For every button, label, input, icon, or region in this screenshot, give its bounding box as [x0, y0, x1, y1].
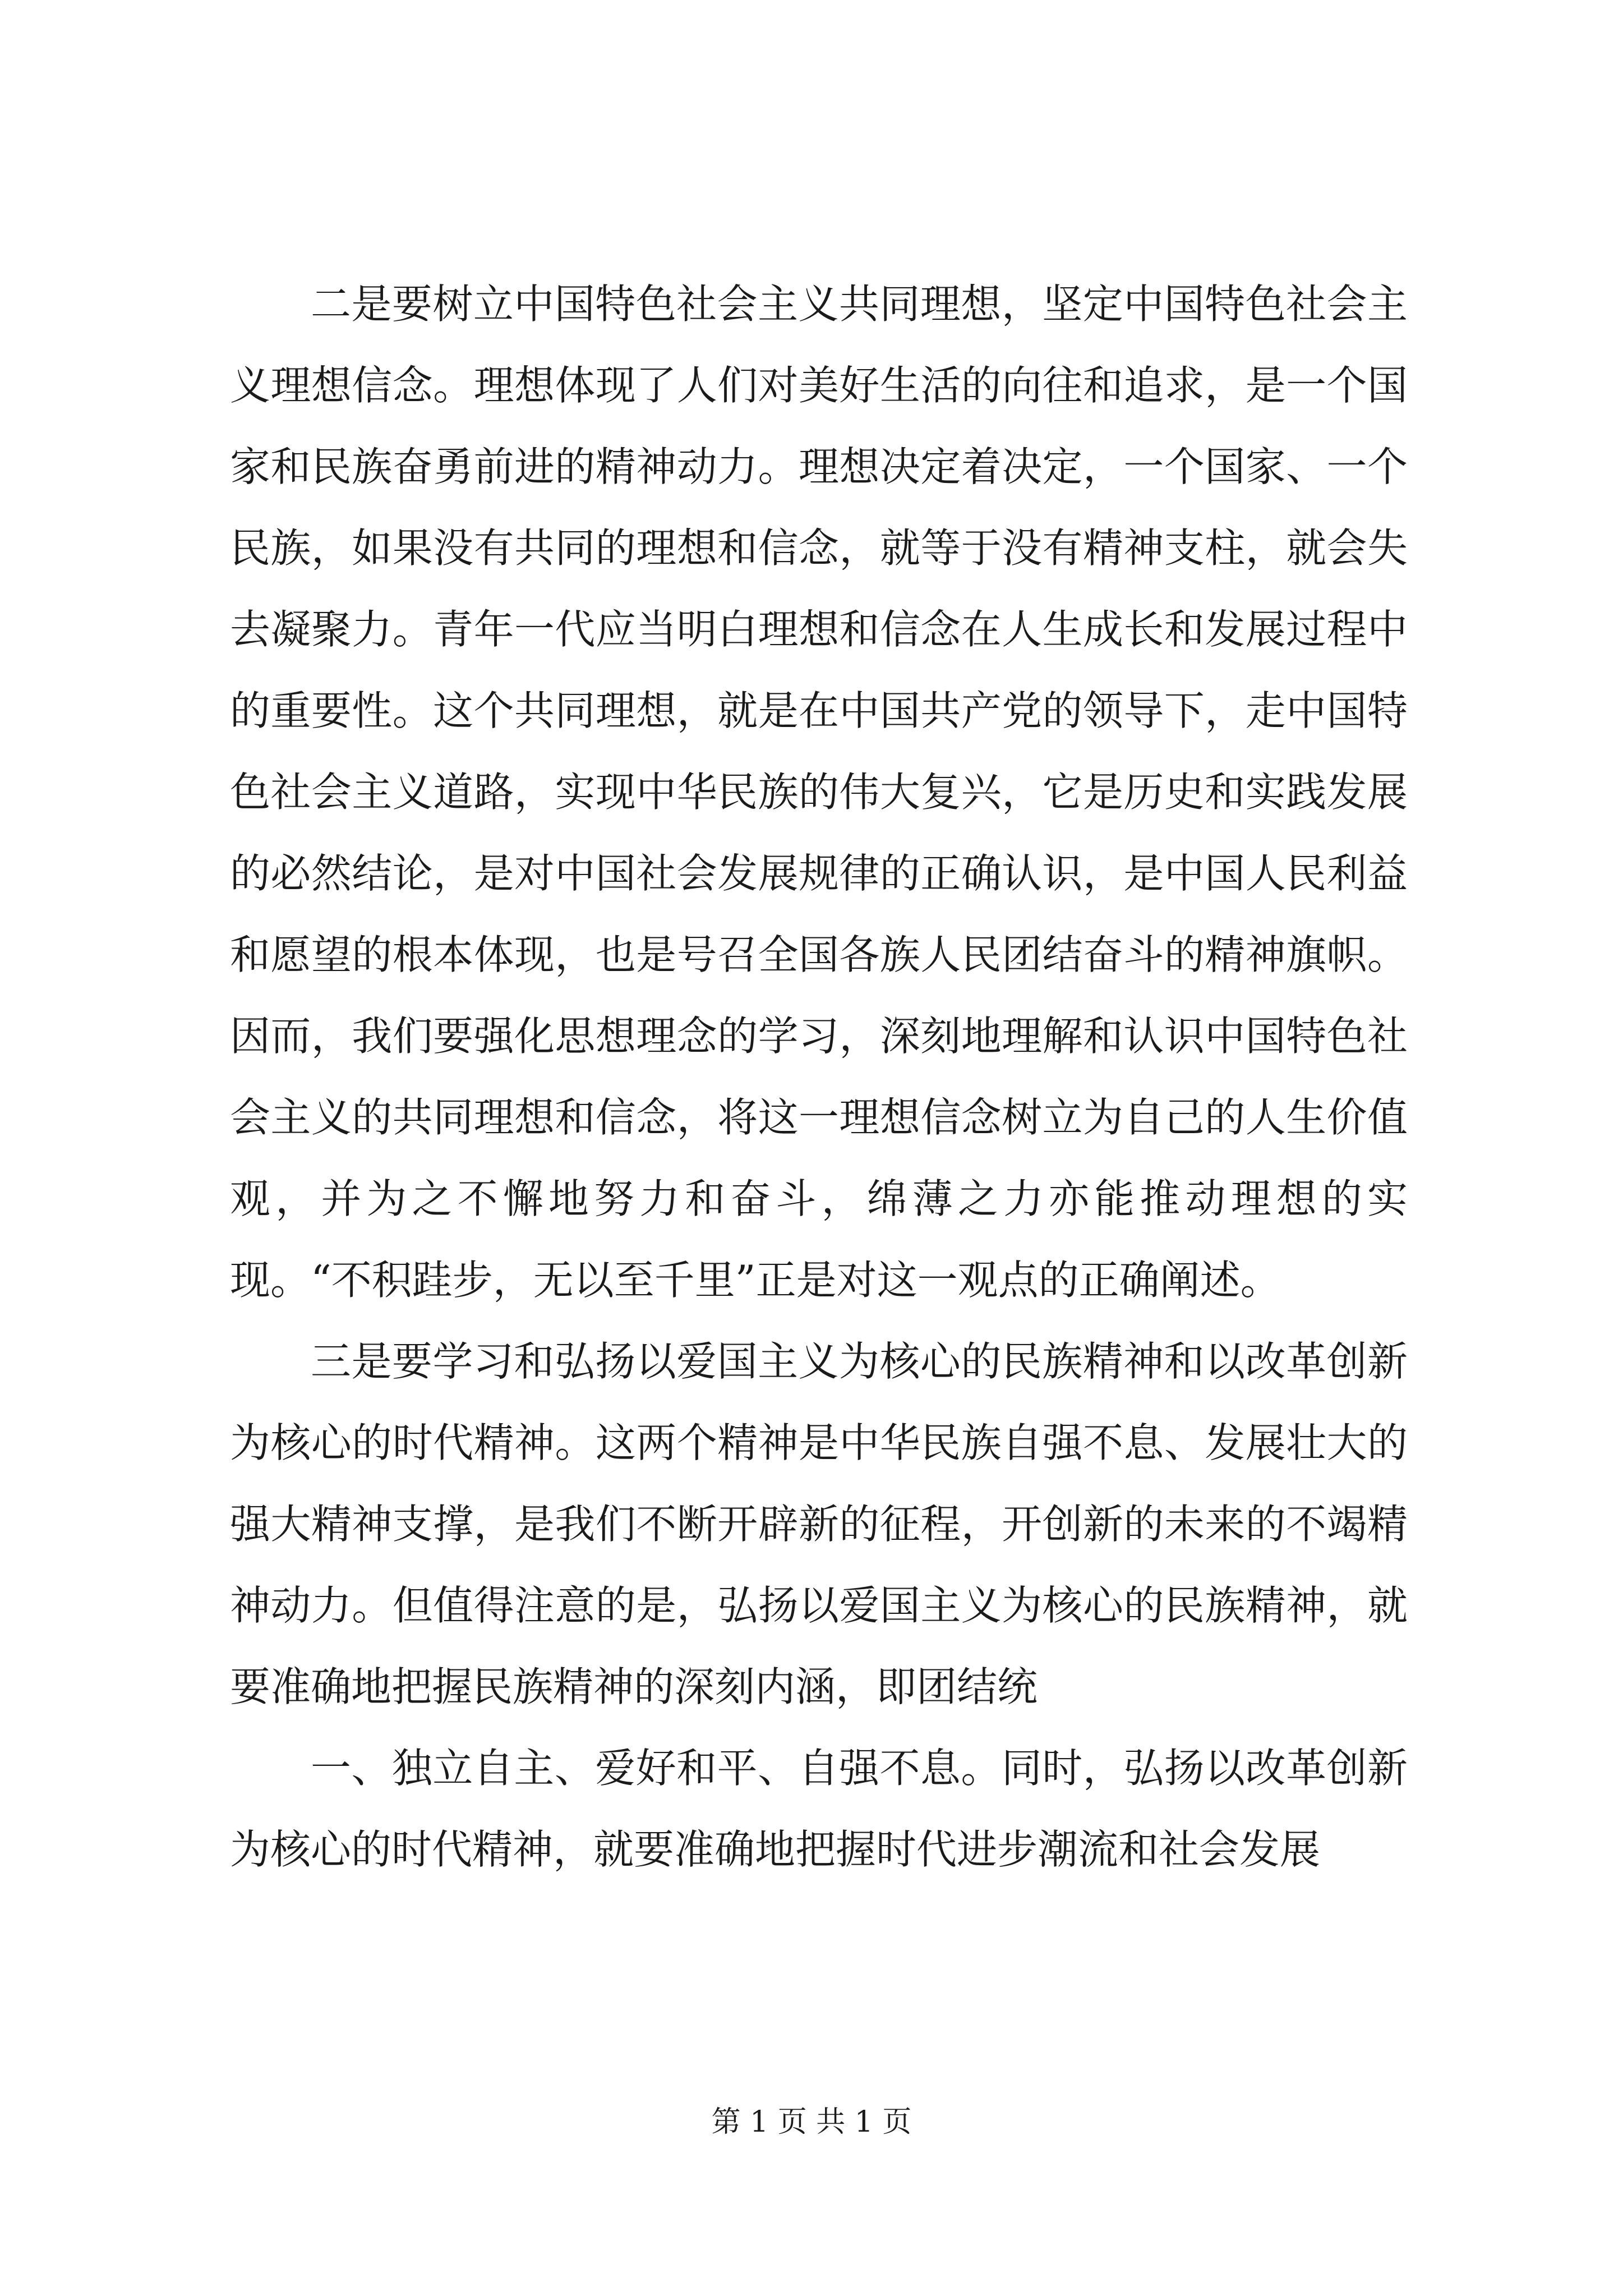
page-number-footer: 第 1 页 共 1 页	[711, 2105, 912, 2139]
paragraph-ideal: 二是要树立中国特色社会主义共同理想，坚定中国特色社会主义理想信念。理想体现了人们对美好生活的向往和追求，是一个国家和民族奋勇前进的精神动力。理想决定着决定，一个国家、一个民族，如果没有共同的理想和信念，就等于没有精神支柱，就会失去凝聚力。青年一代应当明白理想和信念在人生成长和发展过程中的重要性。这个共同理想，就是在中国共产党的领导下，走中国特色社会主义道路，实现中华民族的伟大复兴，它是历史和实践发展的必然结论，是对中国社会发展规律的正确认识，是中国人民利益和愿望的根本体现，也是号召全国各族人民团结奋斗的精神旗帜。因而，我们要强化思想理念的学习，深刻地理解和认识中国特色社会主义的共同理想和信念，将这一理想信念树立为自己的人生价值观，并为之不懈地努力和奋斗，绵薄之力亦能推动理想的实现。“不积跬步，无以至千里”正是对这一观点的正确阐述。	[230, 280, 1408, 1304]
paragraph-national-spirit: 三是要学习和弘扬以爱国主义为核心的民族精神和以改革创新为核心的时代精神。这两个精神是中华民族自强不息、发展壮大的强大精神支撑，是我们不断开辟新的征程，开创新的未来的不竭精神动力。但值得注意的是，弘扬以爱国主义为核心的民族精神，就要准确地把握民族精神的深刻内涵，即团结统	[230, 1338, 1408, 1710]
document-body	[230, 264, 1408, 1890]
paragraph-unity: 一、独立自主、爱好和平、自强不息。同时，弘扬以改革创新为核心的时代精神，就要准确地把握时代进步潮流和社会发展	[230, 1745, 1408, 1873]
